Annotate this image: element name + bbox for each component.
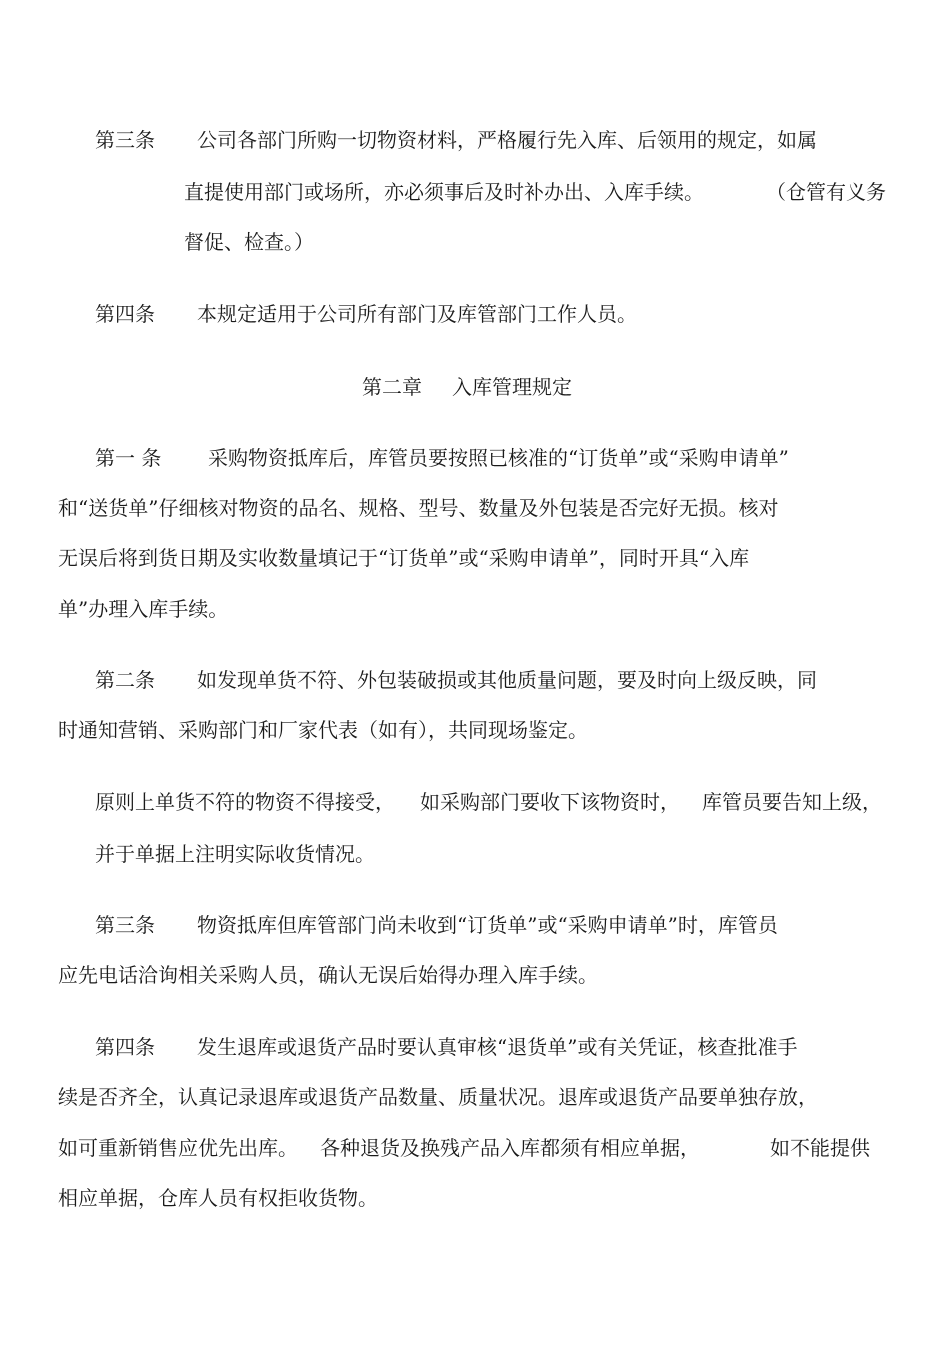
article-4-label: 第四条 — [95, 302, 155, 326]
ch2-article-1-line-3: 无误后将到货日期及实收数量填记于“订货单”或“采购申请单”，同时开具“入库 — [58, 546, 750, 570]
article-3-line-3: 督促、检查。） — [184, 230, 314, 254]
article-4-line-1: 本规定适用于公司所有部门及库管部门工作人员。 — [197, 302, 637, 326]
ch2-article-3-label: 第三条 — [95, 913, 155, 937]
principle-line-1-part-1: 原则上单货不符的物资不得接受， — [95, 790, 395, 814]
ch2-article-1-line-4: 单”办理入库手续。 — [58, 597, 229, 621]
article-3-line-2: 直提使用部门或场所，亦必须事后及时补办出、入库手续。 — [184, 180, 704, 204]
ch2-article-4-line-1: 发生退库或退货产品时要认真审核“退货单”或有关凭证，核查批准手 — [197, 1035, 798, 1059]
chapter-title: 入库管理规定 — [452, 375, 572, 399]
ch2-article-4-line-3-part-1: 如可重新销售应优先出库。 — [58, 1136, 298, 1160]
ch2-article-4-line-4: 相应单据，仓库人员有权拒收货物。 — [58, 1186, 378, 1210]
chapter-number: 第二章 — [362, 375, 422, 399]
ch2-article-4-line-3-part-2: 各种退货及换残产品入库都须有相应单据， — [320, 1136, 700, 1160]
article-3-line-1: 公司各部门所购一切物资材料，严格履行先入库、后领用的规定，如属 — [197, 128, 817, 152]
ch2-article-1-line-1: 采购物资抵库后，库管员要按照已核准的“订货单”或“采购申请单” — [208, 446, 789, 470]
ch2-article-2-line-2: 时通知营销、采购部门和厂家代表（如有），共同现场鉴定。 — [58, 718, 588, 742]
ch2-article-4-label: 第四条 — [95, 1035, 155, 1059]
ch2-article-2-label: 第二条 — [95, 668, 155, 692]
ch2-article-3-line-2: 应先电话洽询相关采购人员，确认无误后始得办理入库手续。 — [58, 963, 598, 987]
ch2-article-1-label: 第一 条 — [95, 446, 162, 470]
ch2-article-4-line-2: 续是否齐全，认真记录退库或退货产品数量、质量状况。退库或退货产品要单独存放， — [58, 1085, 818, 1109]
principle-line-1-part-2: 如采购部门要收下该物资时， — [420, 790, 680, 814]
ch2-article-2-line-1: 如发现单货不符、外包装破损或其他质量问题，要及时向上级反映，同 — [197, 668, 817, 692]
ch2-article-4-line-3-part-3: 如不能提供 — [770, 1136, 870, 1160]
article-3-label: 第三条 — [95, 128, 155, 152]
ch2-article-3-line-1: 物资抵库但库管部门尚未收到“订货单”或“采购申请单”时，库管员 — [197, 913, 778, 937]
article-3-line-2-note: （仓管有义务 — [766, 180, 886, 204]
principle-line-1-part-3: 库管员要告知上级， — [702, 790, 882, 814]
ch2-article-1-line-2: 和“送货单”仔细核对物资的品名、规格、型号、数量及外包装是否完好无损。核对 — [58, 496, 779, 520]
principle-line-2: 并于单据上注明实际收货情况。 — [95, 842, 375, 866]
